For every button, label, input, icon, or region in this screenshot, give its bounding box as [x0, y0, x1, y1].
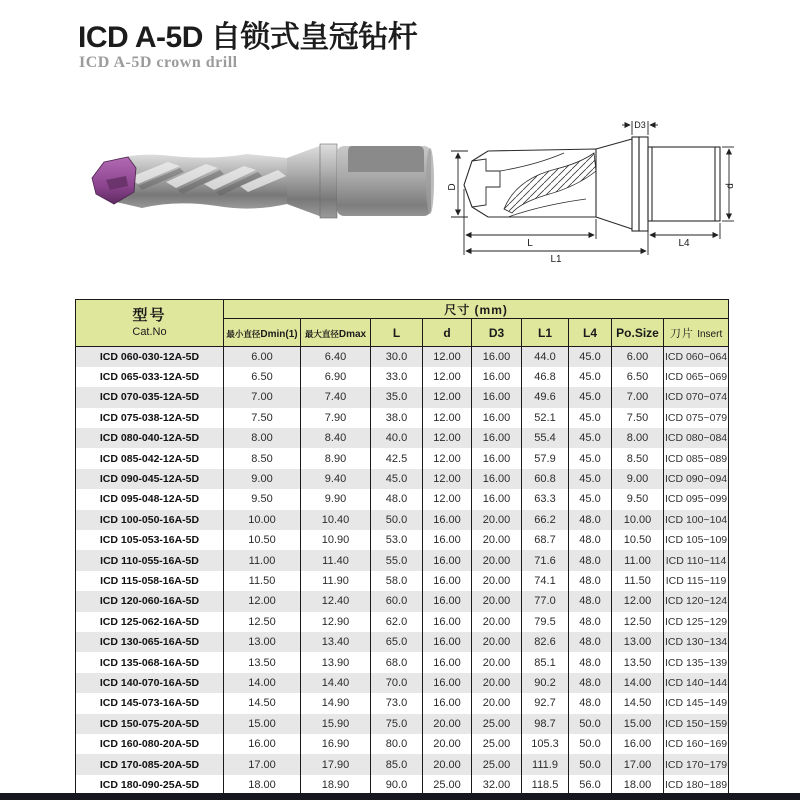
cell-d3: 20.00 — [472, 693, 522, 713]
cell-insert: ICD 120~124 — [664, 591, 729, 611]
cell-d: 20.00 — [423, 754, 472, 774]
cell-insert: ICD 150~159 — [664, 714, 729, 734]
cell-d: 12.00 — [423, 387, 472, 407]
cell-d3: 20.00 — [472, 612, 522, 632]
cell-insert: ICD 060~064 — [664, 347, 729, 367]
cell-po-size: 8.50 — [612, 448, 664, 468]
footer-bar — [0, 793, 800, 800]
cell-l4: 48.0 — [569, 510, 612, 530]
label-L4: L4 — [678, 238, 690, 249]
cell-dmin: 13.00 — [224, 632, 301, 652]
cell-cat-no: ICD 140-070-16A-5D — [76, 673, 224, 693]
header-insert-en: Insert — [697, 328, 723, 340]
cell-l4: 50.0 — [569, 714, 612, 734]
cell-dmin: 10.50 — [224, 530, 301, 550]
cell-d3: 16.00 — [472, 448, 522, 468]
cell-l1: 92.7 — [522, 693, 569, 713]
cell-dmin: 9.00 — [224, 469, 301, 489]
header-l: L — [371, 319, 423, 347]
cell-d3: 16.00 — [472, 367, 522, 387]
cell-l: 35.0 — [371, 387, 423, 407]
cell-cat-no: ICD 080-040-12A-5D — [76, 428, 224, 448]
cell-po-size: 15.00 — [612, 714, 664, 734]
cell-dmax: 13.90 — [301, 652, 371, 672]
cell-l4: 45.0 — [569, 489, 612, 509]
cell-dmin: 7.50 — [224, 408, 301, 428]
cell-dmin: 6.00 — [224, 347, 301, 367]
label-D3: D3 — [634, 120, 646, 130]
cell-l1: 79.5 — [522, 612, 569, 632]
header-cat-no — [76, 300, 224, 347]
cell-cat-no: ICD 135-068-16A-5D — [76, 652, 224, 672]
header-dmax — [301, 319, 371, 347]
cell-dmin: 10.00 — [224, 510, 301, 530]
header-d3: D3 — [472, 319, 522, 347]
cell-d3: 25.00 — [472, 754, 522, 774]
drill-outline — [464, 137, 720, 231]
cell-d: 12.00 — [423, 428, 472, 448]
cell-dmax: 16.90 — [301, 734, 371, 754]
cell-dmax: 9.40 — [301, 469, 371, 489]
cell-cat-no: ICD 160-080-20A-5D — [76, 734, 224, 754]
header-size-group: 尺寸 (mm) — [224, 300, 729, 319]
cell-po-size: 13.50 — [612, 652, 664, 672]
cell-cat-no: ICD 105-053-16A-5D — [76, 530, 224, 550]
cell-cat-no: ICD 125-062-16A-5D — [76, 612, 224, 632]
cell-cat-no: ICD 120-060-16A-5D — [76, 591, 224, 611]
cell-d: 16.00 — [423, 612, 472, 632]
header-l1: L1 — [522, 319, 569, 347]
cell-l1: 60.8 — [522, 469, 569, 489]
cell-d3: 32.00 — [472, 775, 522, 795]
cell-insert: ICD 140~144 — [664, 673, 729, 693]
drill-diagram — [446, 113, 738, 268]
cell-dmin: 15.00 — [224, 714, 301, 734]
cell-po-size: 16.00 — [612, 734, 664, 754]
cell-l4: 45.0 — [569, 347, 612, 367]
cell-d3: 16.00 — [472, 387, 522, 407]
cell-l4: 48.0 — [569, 612, 612, 632]
table-row — [76, 428, 729, 448]
cell-cat-no: ICD 090-045-12A-5D — [76, 469, 224, 489]
label-D: D — [447, 183, 458, 191]
cell-d: 16.00 — [423, 550, 472, 570]
cell-l: 70.0 — [371, 673, 423, 693]
label-L1: L1 — [550, 254, 562, 263]
cell-dmax: 7.40 — [301, 387, 371, 407]
header-d: d — [423, 319, 472, 347]
cell-l4: 45.0 — [569, 448, 612, 468]
dimension-lines — [451, 121, 734, 255]
cell-dmax: 10.90 — [301, 530, 371, 550]
cell-dmin: 11.00 — [224, 550, 301, 570]
cell-dmax: 13.40 — [301, 632, 371, 652]
cell-insert: ICD 110~114 — [664, 550, 729, 570]
cell-d: 12.00 — [423, 469, 472, 489]
cell-po-size: 18.00 — [612, 775, 664, 795]
cell-dmax: 18.90 — [301, 775, 371, 795]
table-row — [76, 550, 729, 570]
cell-l1: 77.0 — [522, 591, 569, 611]
table-row — [76, 734, 729, 754]
table-row — [76, 693, 729, 713]
cell-cat-no: ICD 115-058-16A-5D — [76, 571, 224, 591]
cell-l1: 52.1 — [522, 408, 569, 428]
cell-insert: ICD 160~169 — [664, 734, 729, 754]
cell-dmin: 17.00 — [224, 754, 301, 774]
cell-l1: 82.6 — [522, 632, 569, 652]
table-row — [76, 612, 729, 632]
cell-cat-no: ICD 070-035-12A-5D — [76, 387, 224, 407]
cell-d: 12.00 — [423, 347, 472, 367]
cell-cat-no: ICD 130-065-16A-5D — [76, 632, 224, 652]
cell-insert: ICD 095~099 — [664, 489, 729, 509]
cell-insert: ICD 080~084 — [664, 428, 729, 448]
cell-l1: 85.1 — [522, 652, 569, 672]
cell-d: 12.00 — [423, 408, 472, 428]
cell-d: 20.00 — [423, 714, 472, 734]
cell-l1: 118.5 — [522, 775, 569, 795]
cell-po-size: 11.50 — [612, 571, 664, 591]
cell-dmax: 17.90 — [301, 754, 371, 774]
cell-dmax: 15.90 — [301, 714, 371, 734]
cell-l4: 50.0 — [569, 734, 612, 754]
cell-d: 12.00 — [423, 489, 472, 509]
header-posize: Po.Size — [612, 319, 664, 347]
table-row — [76, 571, 729, 591]
cell-dmin: 16.00 — [224, 734, 301, 754]
cell-l: 62.0 — [371, 612, 423, 632]
cell-l: 33.0 — [371, 367, 423, 387]
cell-dmax: 14.40 — [301, 673, 371, 693]
cell-l: 85.0 — [371, 754, 423, 774]
cell-d3: 16.00 — [472, 489, 522, 509]
cell-po-size: 14.00 — [612, 673, 664, 693]
cell-l: 48.0 — [371, 489, 423, 509]
cell-cat-no: ICD 060-030-12A-5D — [76, 347, 224, 367]
cell-cat-no: ICD 150-075-20A-5D — [76, 714, 224, 734]
cell-l4: 45.0 — [569, 408, 612, 428]
drill-photo — [82, 120, 442, 247]
spec-table-section — [75, 299, 728, 796]
header-row-group — [76, 300, 729, 319]
drill-shank-flat — [348, 146, 424, 172]
cell-dmax: 11.90 — [301, 571, 371, 591]
cell-d3: 25.00 — [472, 714, 522, 734]
cell-l1: 66.2 — [522, 510, 569, 530]
cell-d: 16.00 — [423, 591, 472, 611]
table-row — [76, 591, 729, 611]
cell-dmax: 11.40 — [301, 550, 371, 570]
cell-l1: 71.6 — [522, 550, 569, 570]
cell-dmin: 14.50 — [224, 693, 301, 713]
cell-insert: ICD 130~134 — [664, 632, 729, 652]
cell-d: 16.00 — [423, 571, 472, 591]
cell-l: 60.0 — [371, 591, 423, 611]
cell-l: 90.0 — [371, 775, 423, 795]
cell-insert: ICD 070~074 — [664, 387, 729, 407]
table-row — [76, 347, 729, 367]
cell-l1: 68.7 — [522, 530, 569, 550]
cell-dmax: 10.40 — [301, 510, 371, 530]
cell-dmax: 14.90 — [301, 693, 371, 713]
cell-dmax: 9.90 — [301, 489, 371, 509]
table-row — [76, 408, 729, 428]
cell-cat-no: ICD 095-048-12A-5D — [76, 489, 224, 509]
table-row — [76, 489, 729, 509]
cell-d: 16.00 — [423, 693, 472, 713]
cell-d: 16.00 — [423, 673, 472, 693]
cell-dmin: 7.00 — [224, 387, 301, 407]
cell-po-size: 12.50 — [612, 612, 664, 632]
cell-cat-no: ICD 085-042-12A-5D — [76, 448, 224, 468]
cell-l: 75.0 — [371, 714, 423, 734]
cell-dmin: 14.00 — [224, 673, 301, 693]
cell-insert: ICD 135~139 — [664, 652, 729, 672]
drill-taper — [287, 145, 322, 217]
cell-l4: 48.0 — [569, 550, 612, 570]
cell-l: 42.5 — [371, 448, 423, 468]
table-row — [76, 530, 729, 550]
table-row — [76, 469, 729, 489]
drill-shank-endcap — [426, 148, 434, 214]
table-row — [76, 754, 729, 774]
header-cat-no-zh: 型号 — [132, 306, 167, 324]
cell-insert: ICD 145~149 — [664, 693, 729, 713]
cell-l1: 46.8 — [522, 367, 569, 387]
cell-l: 30.0 — [371, 347, 423, 367]
cell-d3: 20.00 — [472, 510, 522, 530]
cell-l: 58.0 — [371, 571, 423, 591]
cell-po-size: 9.50 — [612, 489, 664, 509]
cell-po-size: 6.00 — [612, 347, 664, 367]
cell-d3: 20.00 — [472, 550, 522, 570]
cell-l: 65.0 — [371, 632, 423, 652]
cell-l: 73.0 — [371, 693, 423, 713]
header-dmin-en: Dmin(1) — [260, 328, 298, 340]
cell-dmin: 11.50 — [224, 571, 301, 591]
cell-insert: ICD 100~104 — [664, 510, 729, 530]
cell-insert: ICD 090~094 — [664, 469, 729, 489]
cell-l1: 63.3 — [522, 489, 569, 509]
cell-po-size: 7.50 — [612, 408, 664, 428]
cell-dmin: 6.50 — [224, 367, 301, 387]
cell-cat-no: ICD 110-055-16A-5D — [76, 550, 224, 570]
cell-insert: ICD 085~089 — [664, 448, 729, 468]
cell-l: 50.0 — [371, 510, 423, 530]
page-subtitle: ICD A-5D crown drill — [79, 54, 238, 71]
header-dmax-zh: 最大直径 — [304, 328, 339, 339]
cell-d: 16.00 — [423, 632, 472, 652]
header-dmin-zh: 最小直径 — [226, 328, 261, 339]
cell-cat-no: ICD 065-033-12A-5D — [76, 367, 224, 387]
table-row — [76, 367, 729, 387]
header-l4: L4 — [569, 319, 612, 347]
cell-l: 45.0 — [371, 469, 423, 489]
cell-insert: ICD 180~189 — [664, 775, 729, 795]
table-row — [76, 652, 729, 672]
cell-d: 25.00 — [423, 775, 472, 795]
cell-l1: 74.1 — [522, 571, 569, 591]
cell-d3: 20.00 — [472, 530, 522, 550]
cell-po-size: 10.50 — [612, 530, 664, 550]
cell-po-size: 7.00 — [612, 387, 664, 407]
cell-l1: 90.2 — [522, 673, 569, 693]
cell-po-size: 10.00 — [612, 510, 664, 530]
cell-dmin: 9.50 — [224, 489, 301, 509]
table-row — [76, 673, 729, 693]
dimension-labels — [447, 120, 736, 263]
cell-po-size: 8.00 — [612, 428, 664, 448]
cell-cat-no: ICD 075-038-12A-5D — [76, 408, 224, 428]
cell-l1: 105.3 — [522, 734, 569, 754]
drill-collar — [320, 144, 337, 218]
cell-po-size: 17.00 — [612, 754, 664, 774]
cell-dmax: 6.90 — [301, 367, 371, 387]
cell-d3: 20.00 — [472, 571, 522, 591]
cell-cat-no: ICD 145-073-16A-5D — [76, 693, 224, 713]
cell-d3: 20.00 — [472, 673, 522, 693]
cell-dmin: 8.50 — [224, 448, 301, 468]
cell-l1: 55.4 — [522, 428, 569, 448]
cell-po-size: 12.00 — [612, 591, 664, 611]
cell-l1: 98.7 — [522, 714, 569, 734]
cell-dmin: 12.00 — [224, 591, 301, 611]
cell-d3: 25.00 — [472, 734, 522, 754]
table-row — [76, 387, 729, 407]
cell-po-size: 9.00 — [612, 469, 664, 489]
cell-dmax: 8.90 — [301, 448, 371, 468]
cell-d3: 16.00 — [472, 408, 522, 428]
cell-insert: ICD 065~069 — [664, 367, 729, 387]
cell-po-size: 13.00 — [612, 632, 664, 652]
cell-l1: 111.9 — [522, 754, 569, 774]
cell-l4: 48.0 — [569, 530, 612, 550]
cell-l4: 48.0 — [569, 673, 612, 693]
cell-d: 12.00 — [423, 448, 472, 468]
spec-table — [75, 299, 729, 796]
page-title: ICD A-5D 自锁式皇冠钻杆 — [78, 21, 418, 54]
cell-l4: 48.0 — [569, 693, 612, 713]
cell-l1: 49.6 — [522, 387, 569, 407]
cell-cat-no: ICD 170-085-20A-5D — [76, 754, 224, 774]
cell-dmax: 6.40 — [301, 347, 371, 367]
cell-d: 16.00 — [423, 530, 472, 550]
table-row — [76, 714, 729, 734]
cell-l: 53.0 — [371, 530, 423, 550]
cell-dmax: 7.90 — [301, 408, 371, 428]
spec-table-body — [76, 347, 729, 796]
cell-insert: ICD 115~119 — [664, 571, 729, 591]
header-insert-zh: 刀片 — [669, 327, 694, 340]
cell-dmax: 12.90 — [301, 612, 371, 632]
header-cat-no-en: Cat.No — [132, 325, 167, 338]
cell-l4: 48.0 — [569, 571, 612, 591]
table-row — [76, 632, 729, 652]
cell-d: 12.00 — [423, 367, 472, 387]
cell-dmin: 13.50 — [224, 652, 301, 672]
label-d: d — [725, 183, 736, 189]
label-L: L — [527, 238, 533, 249]
cell-l: 40.0 — [371, 428, 423, 448]
cell-l4: 45.0 — [569, 428, 612, 448]
cell-l4: 45.0 — [569, 469, 612, 489]
cell-d3: 20.00 — [472, 591, 522, 611]
drill-diagram-svg — [446, 113, 738, 263]
cell-po-size: 6.50 — [612, 367, 664, 387]
cell-l4: 45.0 — [569, 387, 612, 407]
cell-d3: 20.00 — [472, 632, 522, 652]
cell-l1: 57.9 — [522, 448, 569, 468]
cell-d3: 16.00 — [472, 469, 522, 489]
cell-dmax: 8.40 — [301, 428, 371, 448]
cell-d3: 20.00 — [472, 652, 522, 672]
cell-l4: 48.0 — [569, 632, 612, 652]
cell-d: 16.00 — [423, 510, 472, 530]
cell-l4: 48.0 — [569, 591, 612, 611]
cell-l4: 50.0 — [569, 754, 612, 774]
cell-insert: ICD 075~079 — [664, 408, 729, 428]
cell-l4: 56.0 — [569, 775, 612, 795]
cell-d3: 16.00 — [472, 347, 522, 367]
cell-dmin: 8.00 — [224, 428, 301, 448]
cell-l: 68.0 — [371, 652, 423, 672]
table-row — [76, 510, 729, 530]
header-dmin — [224, 319, 301, 347]
cell-d: 16.00 — [423, 652, 472, 672]
cell-cat-no: ICD 100-050-16A-5D — [76, 510, 224, 530]
cell-dmax: 12.40 — [301, 591, 371, 611]
header-insert — [664, 319, 729, 347]
cell-dmin: 18.00 — [224, 775, 301, 795]
header-dmax-en: Dmax — [338, 328, 367, 340]
cell-po-size: 11.00 — [612, 550, 664, 570]
cell-dmin: 12.50 — [224, 612, 301, 632]
cell-cat-no: ICD 180-090-25A-5D — [76, 775, 224, 795]
cell-l4: 48.0 — [569, 652, 612, 672]
cell-d3: 16.00 — [472, 428, 522, 448]
cell-d: 20.00 — [423, 734, 472, 754]
cell-insert: ICD 170~179 — [664, 754, 729, 774]
cell-l1: 44.0 — [522, 347, 569, 367]
cell-insert: ICD 105~109 — [664, 530, 729, 550]
cell-l: 55.0 — [371, 550, 423, 570]
cell-l: 80.0 — [371, 734, 423, 754]
cell-l4: 45.0 — [569, 367, 612, 387]
cell-l: 38.0 — [371, 408, 423, 428]
cell-po-size: 14.50 — [612, 693, 664, 713]
table-row — [76, 448, 729, 468]
drill-photo-svg — [82, 120, 442, 242]
cell-insert: ICD 125~129 — [664, 612, 729, 632]
